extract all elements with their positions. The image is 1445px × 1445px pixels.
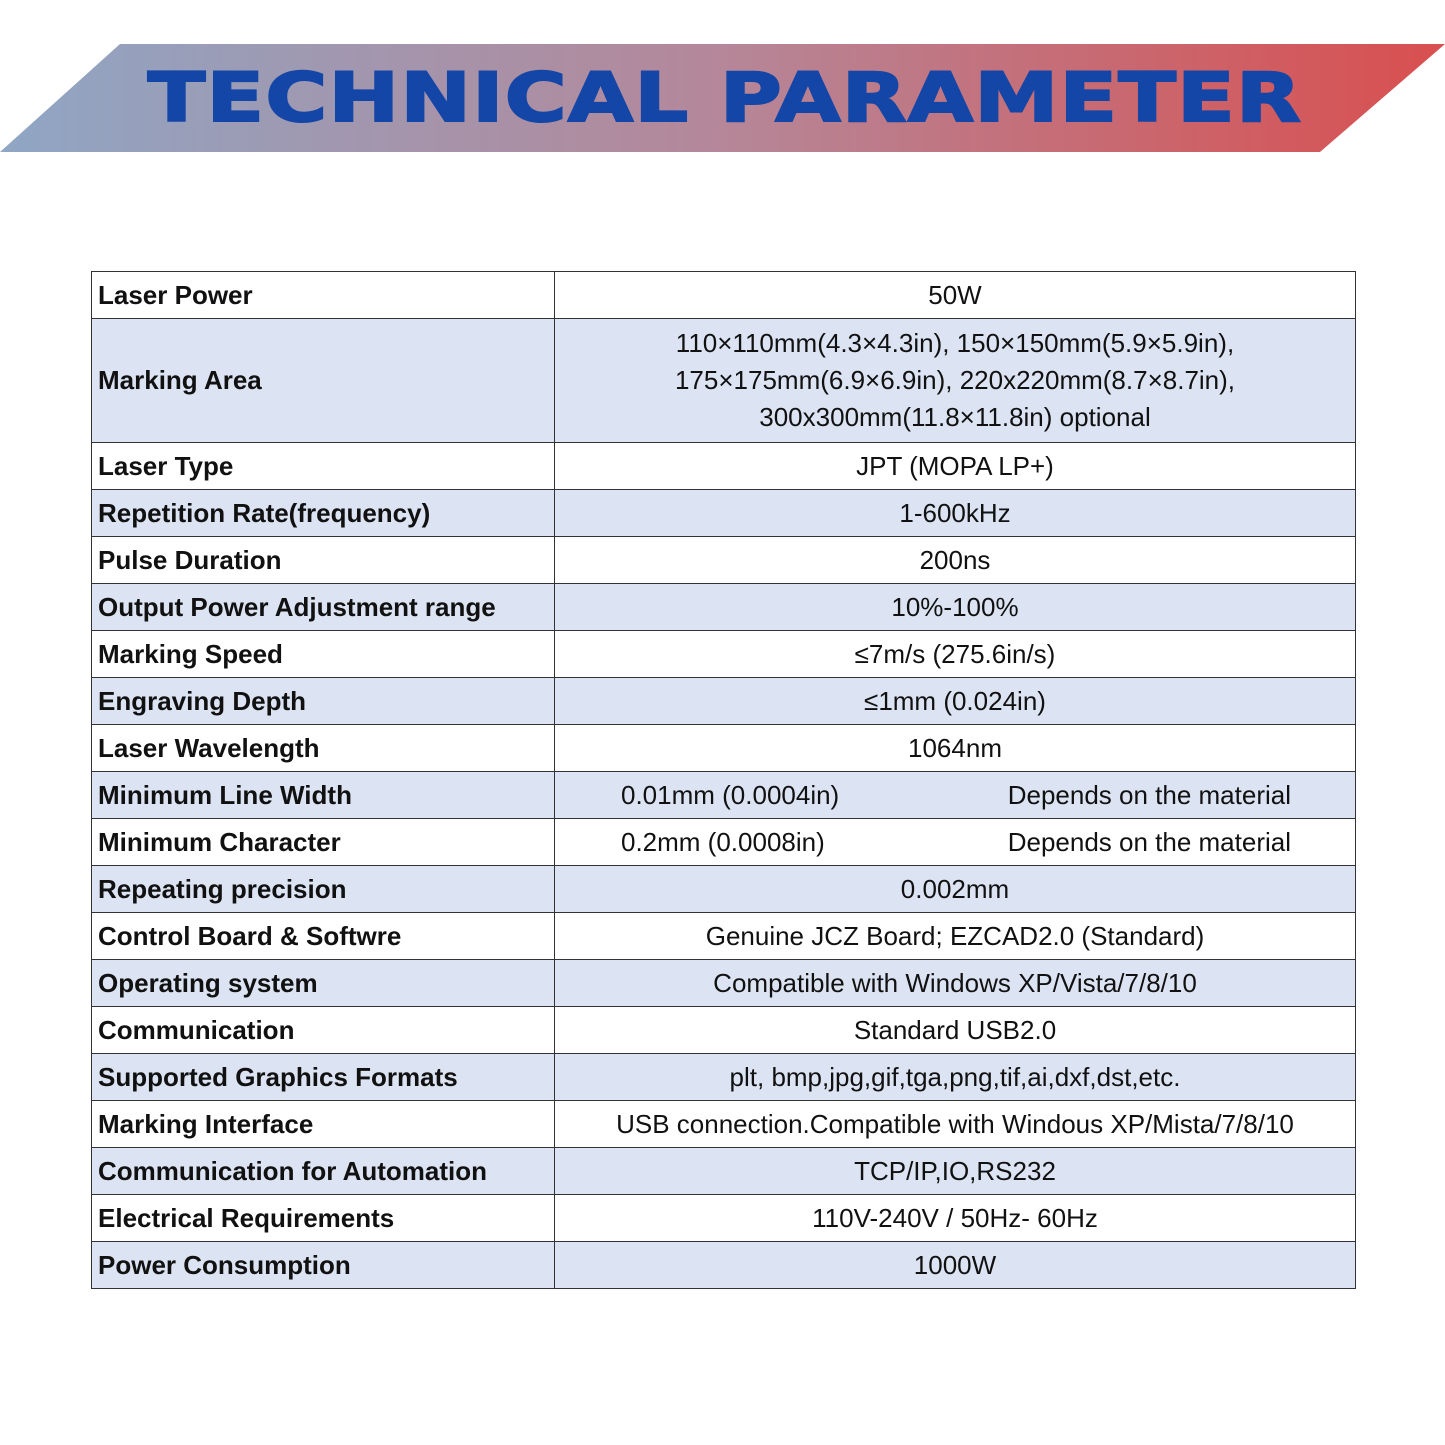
parameter-label: Marking Speed (92, 631, 555, 678)
parameter-value: 0.002mm (555, 866, 1356, 913)
value-note: Depends on the material (1007, 826, 1291, 857)
table-row (92, 960, 1356, 1007)
parameter-value: 1-600kHz (555, 490, 1356, 537)
value-line: 110×110mm(4.3×4.3in), 150×150mm(5.9×5.9in), (675, 328, 1235, 358)
parameter-value (555, 319, 1356, 443)
table-row (92, 866, 1356, 913)
table-row (92, 819, 1356, 866)
parameter-value: 10%-100% (555, 584, 1356, 631)
value-line: 300x300mm(11.8×11.8in) optional (759, 402, 1151, 432)
table-row (92, 1195, 1356, 1242)
parameter-label: Communication (92, 1007, 555, 1054)
parameter-label: Marking Area (92, 319, 555, 443)
parameter-value: Compatible with Windows XP/Vista/7/8/10 (555, 960, 1356, 1007)
parameter-value: 50W (555, 272, 1356, 319)
parameter-label: Operating system (92, 960, 555, 1007)
parameter-value: Standard USB2.0 (555, 1007, 1356, 1054)
table-row (92, 319, 1356, 443)
parameter-value: 1064nm (555, 725, 1356, 772)
parameter-value: USB connection.Compatible with Windous XP/Mista/7/8/10 (555, 1101, 1356, 1148)
table-row (92, 1148, 1356, 1195)
value-text: 0.2mm (0.0008in) (621, 826, 825, 857)
parameter-value: 200ns (555, 537, 1356, 584)
table-row (92, 678, 1356, 725)
value-line: 175×175mm(6.9×6.9in), 220x220mm(8.7×8.7in), (674, 365, 1236, 395)
parameter-value: 110V-240V / 50Hz- 60Hz (555, 1195, 1356, 1242)
table-row (92, 490, 1356, 537)
table-row (92, 772, 1356, 819)
parameter-value (555, 819, 1356, 866)
table-row (92, 1054, 1356, 1101)
parameter-label: Laser Wavelength (92, 725, 555, 772)
parameter-value: Genuine JCZ Board; EZCAD2.0 (Standard) (555, 913, 1356, 960)
parameter-value: ≤7m/s (275.6in/s) (555, 631, 1356, 678)
title-banner (0, 44, 1445, 152)
table-row (92, 584, 1356, 631)
parameter-value: TCP/IP,IO,RS232 (555, 1148, 1356, 1195)
page-title: TECHNICAL PARAMETER (147, 58, 1303, 138)
table-row (92, 1101, 1356, 1148)
parameter-label: Control Board & Softwre (92, 913, 555, 960)
parameter-label: Minimum Line Width (92, 772, 555, 819)
parameter-value: JPT (MOPA LP+) (555, 443, 1356, 490)
parameter-label: Output Power Adjustment range (92, 584, 555, 631)
table-row (92, 443, 1356, 490)
value-text: 0.01mm (0.0004in) (621, 779, 840, 810)
parameter-label: Marking Interface (92, 1101, 555, 1148)
parameter-label: Pulse Duration (92, 537, 555, 584)
table-row (92, 272, 1356, 319)
parameter-label: Repetition Rate(frequency) (92, 490, 555, 537)
parameter-value: 1000W (555, 1242, 1356, 1289)
parameter-label: Supported Graphics Formats (92, 1054, 555, 1101)
value-note: Depends on the material (1007, 779, 1291, 810)
technical-parameter-table (91, 271, 1356, 1289)
table-row (92, 913, 1356, 960)
parameter-label: Power Consumption (92, 1242, 555, 1289)
table-row (92, 631, 1356, 678)
parameter-label: Electrical Requirements (92, 1195, 555, 1242)
parameter-label: Laser Power (92, 272, 555, 319)
parameter-label: Minimum Character (92, 819, 555, 866)
parameter-value: ≤1mm (0.024in) (555, 678, 1356, 725)
table-row (92, 725, 1356, 772)
parameter-label: Laser Type (92, 443, 555, 490)
table-row (92, 1007, 1356, 1054)
parameter-label: Communication for Automation (92, 1148, 555, 1195)
table-row (92, 1242, 1356, 1289)
table-row (92, 537, 1356, 584)
parameter-value (555, 772, 1356, 819)
parameter-label: Engraving Depth (92, 678, 555, 725)
parameter-value: plt, bmp,jpg,gif,tga,png,tif,ai,dxf,dst,etc. (555, 1054, 1356, 1101)
parameter-label: Repeating precision (92, 866, 555, 913)
